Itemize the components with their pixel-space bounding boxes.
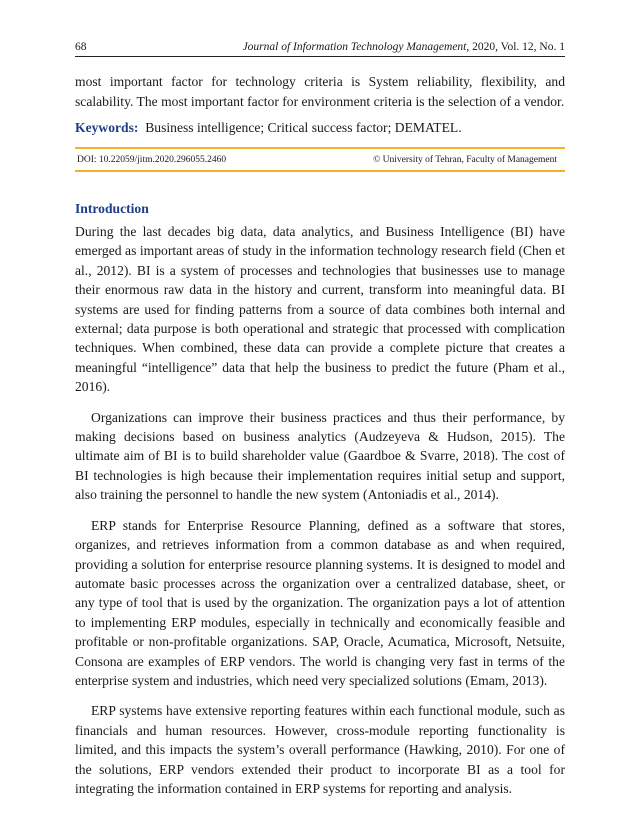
journal-volume-info: , 2020, Vol. 12, No. 1 (466, 41, 565, 53)
keywords-text: Business intelligence; Critical success factor; DEMATEL. (145, 120, 462, 135)
keywords-line (75, 119, 565, 137)
journal-title: Journal of Information Technology Management (242, 41, 467, 53)
abstract-tail: most important factor for technology criteria is System reliability, flexibility, and scalability. The most important factor for environment criteria is the selection of a vendor. (75, 74, 565, 109)
introduction-body (75, 222, 565, 809)
paragraph: ERP stands for Enterprise Resource Planning, defined as a software that stores, organizes, and retrieves information from a common database as and when required, providing a solution for enterprise resource planning systems. It is designed to model and automate basic processes across the organization over a centralized database, sheet, or any type of tool that is used by the organization. The organization pays a lot of attention to implementing ERP modules, especially in technically and economically feasible and profitable or non-profitable organizations. SAP, Oracle, Acumatica, Microsoft, Netsuite, Consona are examples of ERP vendors. The world is changing very fast in terms of the enterprise system and industries, which need very specialized solutions (Emam, 2013). (75, 517, 565, 688)
doi-bar (75, 147, 565, 172)
header-rule (75, 56, 565, 57)
doi-text: DOI: 10.22059/jitm.2020.296055.2460 (77, 154, 227, 165)
copyright-text: © University of Tehran, Faculty of Management (373, 154, 557, 165)
paragraph: During the last decades big data, data analytics, and Business Intelligence (BI) have emerged as important areas of study in the information technology research field (Chen et al., 2012). BI is a system of processes and technologies that businesses use to manage their enormous raw data in the history and current, transform into meaningful data. BI systems are used for finding patterns from a source of data combines both internal and external; data purpose is both operational and strategic that processed with complication techniques. When combined, these data can provide a complete picture that creates a meaningful “intelligence” data that help the business to predict the future (Pham et al., 2016). (75, 224, 565, 395)
journal-citation (243, 40, 565, 54)
paragraph: Organizations can improve their business practices and thus their performance, by making decisions based on business analytics (Audzeyeva & Hudson, 2015). The ultimate aim of BI is to build shareholder value (Gaardboe & Svarre, 2018). The cost of BI technologies is high because their implementation requires initial setup and support, also training the personnel to handle the new system (Antoniadis et al., 2014). (75, 409, 565, 503)
page-number: 68 (75, 41, 87, 53)
section-heading-introduction: Introduction (75, 201, 149, 216)
keywords-label: Keywords: (75, 120, 139, 135)
paragraph: ERP systems have extensive reporting features within each functional module, such as financials and human resources. However, cross-module reporting functionality is limited, and this impacts the system’s overall performance (Hawking, 2010). For one of the solutions, ERP vendors extended their product to incorporate BI as a tool for integrating the information contained in ERP systems for reporting and analysis. (75, 703, 565, 796)
running-header (75, 40, 565, 54)
